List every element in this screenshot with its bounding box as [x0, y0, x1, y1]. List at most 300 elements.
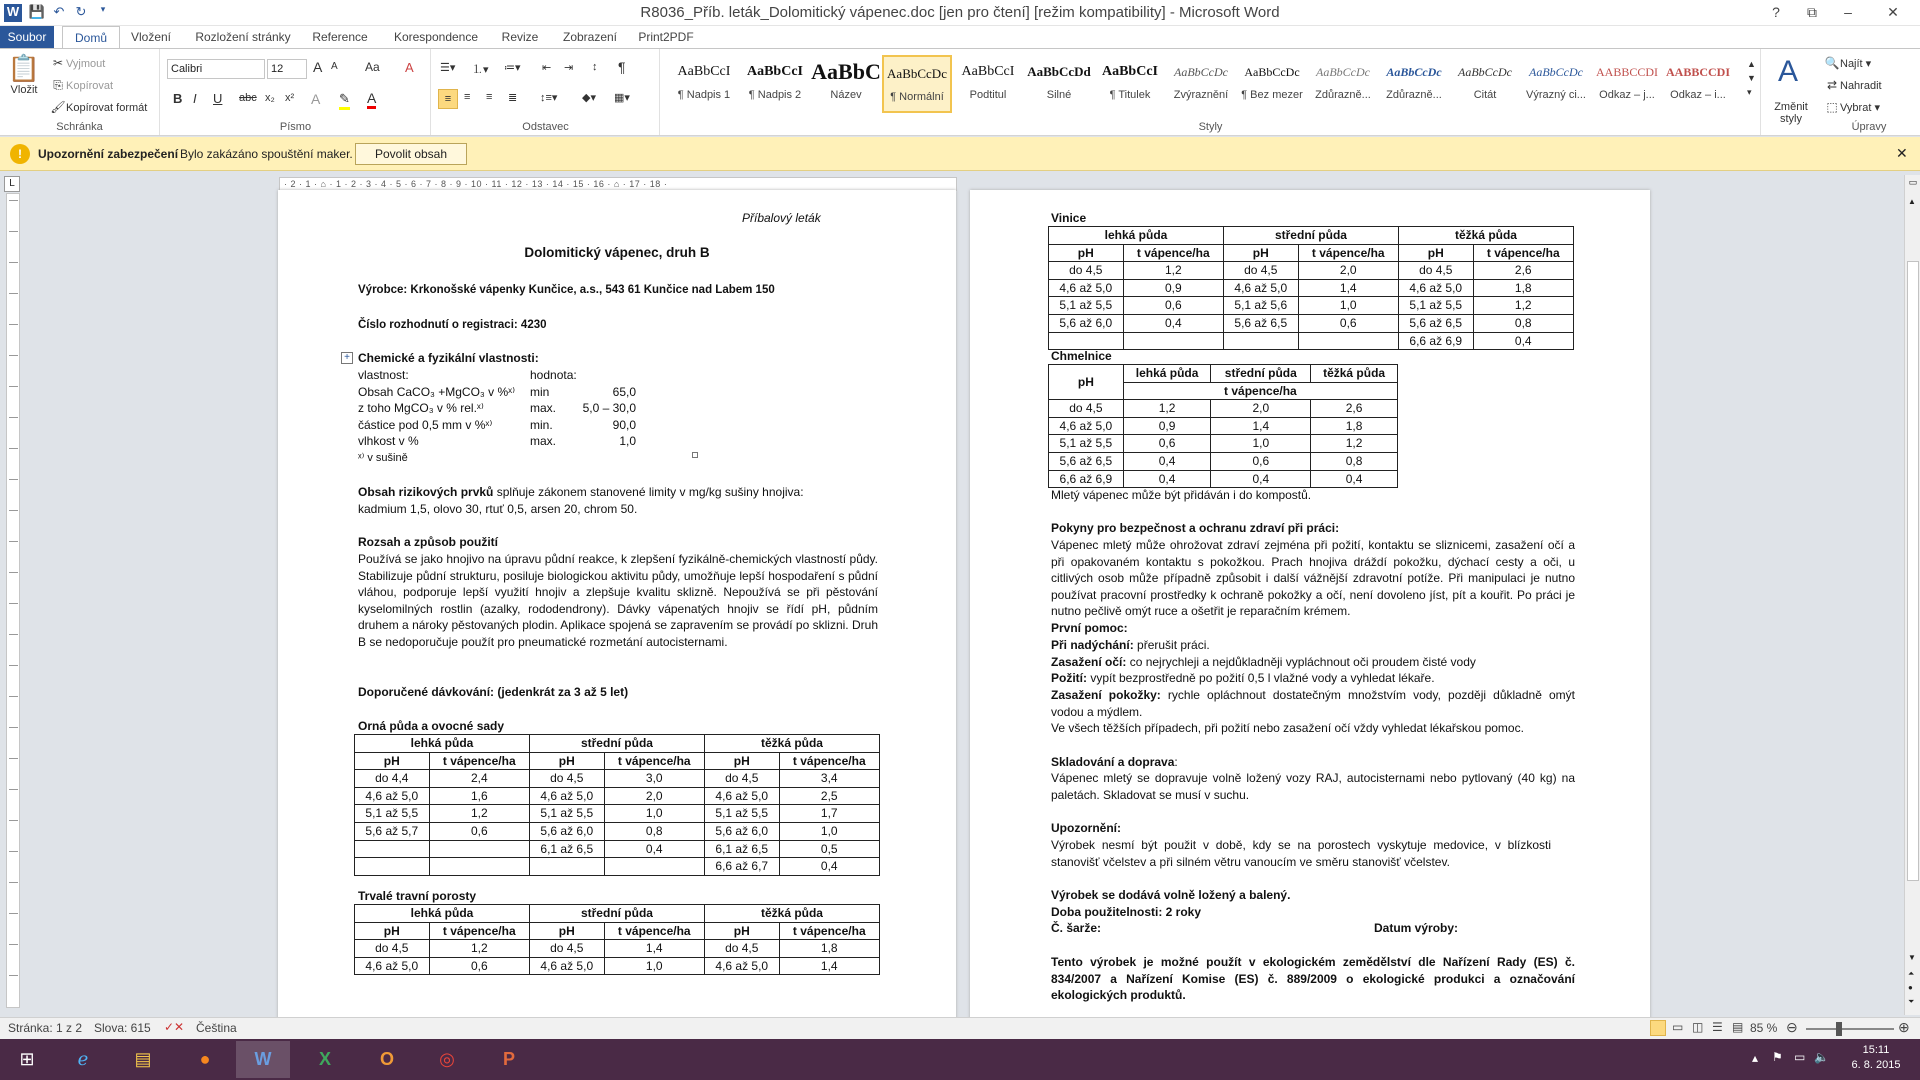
- ribbon-tabs: [0, 26, 1920, 48]
- text-effects-icon[interactable]: A: [311, 91, 321, 107]
- table-cell: 1,4: [604, 940, 704, 958]
- table-cell: 1,0: [604, 957, 704, 975]
- hop-header: pH: [1049, 365, 1124, 400]
- table-cell: 5,1 až 5,5: [704, 805, 779, 823]
- table-row: [1049, 314, 1574, 332]
- table-cell: 1,0: [779, 822, 879, 840]
- soil-header: lehká půda: [1049, 227, 1224, 245]
- show-formatting-button[interactable]: ¶: [618, 59, 626, 75]
- outlook-taskbar-icon[interactable]: O: [379, 1049, 394, 1069]
- table-cell: 2,0: [604, 787, 704, 805]
- customize-qat-icon[interactable]: ▾: [100, 4, 106, 14]
- grass-heading: Trvalé travní porosty: [358, 889, 477, 903]
- zoom-slider[interactable]: [1806, 1028, 1894, 1030]
- firefox-icon[interactable]: ●: [199, 1049, 211, 1069]
- ruler-tick: [9, 572, 18, 573]
- replace-label: Nahradit: [1840, 80, 1882, 92]
- help-button[interactable]: ?: [1772, 4, 1780, 20]
- safety-text: Vápenec mletý může ohrožovat zdraví zejména při požití, kontaktu se sliznicemi, zasažení očí a při opakovaném kontaktu s pokožkou. Prach hnojiva dráždí pokožku, dýchací cesty a oči, u citlivých osob může případně způsobit i další vážnější zdravotní potíže. Při manipulaci je nutno používat pracovní prostředky k ochraně pokožky a očí, není dovoleno jíst, pít a kouřit. Po práci je nutno pečlivě omýt ruce a ošetřit je reparačním krémem.: [1051, 538, 1575, 619]
- style-6[interactable]: [1024, 55, 1094, 113]
- table-cell: 0,4: [1123, 452, 1211, 470]
- tab-file[interactable]: Soubor: [0, 26, 54, 48]
- table-cell: do 4,5: [1049, 400, 1124, 418]
- column-header: pH: [355, 922, 430, 940]
- table-cell: 0,8: [604, 822, 704, 840]
- close-bar-icon[interactable]: ✕: [1896, 145, 1908, 161]
- ruler-tick: [9, 727, 18, 728]
- style-3[interactable]: [811, 55, 881, 113]
- copy-icon: ⎘: [53, 78, 63, 92]
- soil-header: střední půda: [529, 905, 704, 923]
- first-aid-general: Ve všech těžších případech, při požití nebo zasažení očí vždy vyhledat lékařskou pomoc.: [1051, 721, 1524, 735]
- bullets-icon[interactable]: ☰▾: [440, 62, 456, 74]
- column-header: t vápence/ha: [429, 922, 529, 940]
- style-name: Výrazný ci...: [1526, 89, 1586, 101]
- style-13[interactable]: [1521, 55, 1591, 113]
- table-cell: 2,6: [1473, 262, 1573, 280]
- ruler-tick: [9, 665, 18, 666]
- column-header: t vápence/ha: [1473, 244, 1573, 262]
- tab-view[interactable]: Zobrazení: [562, 30, 618, 44]
- chem-cell-b: min: [530, 384, 550, 399]
- table-cell: 1,2: [429, 805, 529, 823]
- redo-icon[interactable]: ↻: [75, 4, 87, 19]
- ruler-tick: [9, 944, 18, 945]
- table-cell: 5,1 až 5,5: [1049, 435, 1124, 453]
- table-move-handle-icon[interactable]: +: [341, 352, 353, 364]
- table-cell: 0,4: [1123, 314, 1223, 332]
- table-cell: 4,6 až 5,0: [355, 957, 430, 975]
- table-cell: 0,9: [1123, 417, 1211, 435]
- table-row: [1049, 400, 1398, 418]
- strikethrough-button[interactable]: abc: [239, 92, 257, 104]
- table-cell: 1,7: [779, 805, 879, 823]
- table-cell: 5,6 až 5,7: [355, 822, 430, 840]
- find-button[interactable]: 🔍Najít ▾: [1824, 56, 1872, 70]
- table-cell: 2,4: [429, 770, 529, 788]
- cut-button[interactable]: [50, 55, 105, 71]
- table-cell: do 4,5: [355, 940, 430, 958]
- style-name: ¶ Titulek: [1109, 89, 1151, 101]
- increase-indent-icon[interactable]: ⇥: [564, 62, 574, 74]
- hop-header: lehká půda: [1123, 365, 1211, 383]
- find-label: Najít: [1840, 58, 1863, 70]
- select-button[interactable]: ⬚ Vybrat ▾: [1824, 99, 1880, 115]
- soil-header: těžká půda: [704, 905, 879, 923]
- warning-heading: Upozornění:: [1051, 821, 1121, 835]
- scroll-down-icon[interactable]: ▼: [1908, 953, 1916, 962]
- column-header: t vápence/ha: [604, 752, 704, 770]
- table-cell: 2,5: [779, 787, 879, 805]
- align-center-icon[interactable]: ≡: [464, 91, 471, 103]
- table-cell: 1,0: [1211, 435, 1311, 453]
- table-cell: 3,0: [604, 770, 704, 788]
- chem-cell-b: min.: [530, 417, 553, 432]
- bold-button[interactable]: B: [173, 91, 183, 106]
- supplied-line: Výrobek se dodává volně ložený a balený.: [1051, 888, 1291, 902]
- group-label-styles: Styly: [1198, 121, 1223, 133]
- subscript-button[interactable]: x₂: [265, 92, 275, 104]
- change-case-button[interactable]: Aa: [365, 60, 380, 74]
- column-header: pH: [1049, 244, 1124, 262]
- chem-cell-a: vlastnost:: [358, 368, 409, 382]
- table-cell: 5,6 až 6,5: [1398, 314, 1473, 332]
- table-resize-handle[interactable]: [692, 452, 698, 458]
- ribbon-display-icon[interactable]: ⧉: [1807, 4, 1817, 20]
- ruler-tick: [9, 231, 18, 232]
- first-aid-heading: První pomoc:: [1051, 621, 1128, 635]
- tray-arrow-icon[interactable]: ▴: [1752, 1051, 1759, 1065]
- chem-heading: Chemické a fyzikální vlastnosti:: [358, 351, 539, 365]
- style-9[interactable]: [1237, 55, 1307, 113]
- print-layout-view-icon[interactable]: [1650, 1020, 1666, 1036]
- web-layout-view-icon[interactable]: ◫: [1692, 1020, 1704, 1034]
- font-family-select[interactable]: Calibri: [167, 59, 265, 79]
- first-aid-eyes: [1051, 654, 1476, 671]
- internet-explorer-icon[interactable]: ℯ: [77, 1049, 89, 1069]
- page-count[interactable]: Stránka: 1 z 2: [8, 1021, 83, 1035]
- replace-icon: ⇄: [1826, 78, 1838, 92]
- soil-header: střední půda: [1223, 227, 1398, 245]
- style-sample: AaBbCcDc: [1174, 65, 1228, 79]
- tab-home[interactable]: Domů: [62, 26, 120, 49]
- tab-references[interactable]: Reference: [312, 30, 368, 44]
- table-cell: 5,1 až 5,5: [529, 805, 604, 823]
- ribbon: [0, 48, 1920, 136]
- windows-start-icon[interactable]: ⊞: [19, 1049, 35, 1069]
- ruler-tick: [9, 200, 18, 201]
- table-row: [355, 770, 880, 788]
- window-title: R8036_Příb. leták_Dolomitický vápenec.doc [jen pro čtení] [režim kompatibility] - Microsoft Word: [640, 4, 1280, 21]
- word-app-icon[interactable]: W: [4, 4, 22, 22]
- document-page-2[interactable]: [970, 190, 1650, 1020]
- group-editing: [1818, 49, 1920, 135]
- style-sample: AABBCCDI: [1595, 65, 1658, 79]
- style-sample: AaBbCcDc: [1316, 65, 1370, 79]
- style-14[interactable]: [1592, 55, 1662, 113]
- copy-label: Kopírovat: [66, 80, 114, 92]
- chrome-taskbar-icon[interactable]: ◎: [439, 1049, 455, 1069]
- proofing-icon[interactable]: ✓✕: [164, 1020, 185, 1034]
- group-label-paragraph: Odstavec: [522, 121, 569, 133]
- style-sample: AaBbCcI: [961, 64, 1015, 79]
- chem-cell-b: max.: [530, 401, 557, 416]
- ruler-toggle-icon[interactable]: ▭: [1908, 177, 1918, 187]
- table-cell: 5,6 až 6,0: [529, 822, 604, 840]
- excel-taskbar-icon[interactable]: X: [318, 1049, 331, 1069]
- table-cell: 0,8: [1311, 452, 1398, 470]
- borders-icon[interactable]: ▦▾: [614, 92, 630, 104]
- storage-heading-line: [1051, 754, 1178, 771]
- copy-button[interactable]: [50, 77, 113, 93]
- table-cell: 0,6: [1298, 314, 1398, 332]
- table-cell: 5,6 až 6,5: [1223, 314, 1298, 332]
- style-name: ¶ Normální: [890, 91, 944, 103]
- underline-button[interactable]: U: [213, 91, 223, 106]
- table-row: [355, 805, 880, 823]
- ruler-tick: [9, 448, 18, 449]
- numbering-icon[interactable]: ⒈▾: [472, 64, 489, 76]
- chem-cell-a: ˣ⁾ v sušině: [358, 452, 408, 464]
- network-icon[interactable]: ▭: [1794, 1050, 1806, 1064]
- group-paragraph: [432, 49, 660, 135]
- production-date-label: Datum výroby:: [1374, 921, 1459, 935]
- batch-label: Č. šarže:: [1051, 921, 1102, 935]
- table-cell: 4,6 až 5,0: [1223, 279, 1298, 297]
- style-sample: AaBbCcDc: [1529, 65, 1583, 79]
- style-sample: AaBbCcDd: [1027, 64, 1091, 79]
- security-title: Upozornění zabezpečení: [38, 147, 179, 161]
- hop-unit: t vápence/ha: [1123, 382, 1397, 400]
- eco-statement: Tento výrobek je možné použít v ekologickém zemědělství dle Nařízení Rady (ES) č. 834/2007 a Nařízení Komise (ES) č. 889/2009 o ekologické produkci a označování ekologických produktů.: [1051, 955, 1575, 1003]
- volume-icon[interactable]: 🔈: [1814, 1050, 1829, 1064]
- risk-heading: Obsah rizikových prvků: [358, 485, 494, 499]
- draft-view-icon[interactable]: ▤: [1732, 1020, 1744, 1034]
- font-color-icon[interactable]: A: [367, 90, 376, 109]
- select-label: Vybrat: [1840, 102, 1872, 114]
- close-window-icon[interactable]: ✕: [1887, 4, 1899, 20]
- table-grass: [354, 904, 880, 975]
- skin-text: rychle opláchnout dostatečným množstvím vody, později důkladně omýt vodou a mýdlem.: [1051, 688, 1575, 719]
- chem-cell-c: 65,0: [612, 384, 636, 399]
- table-cell: 1,4: [1211, 417, 1311, 435]
- table-cell: 0,4: [1311, 470, 1398, 488]
- clock[interactable]: [1848, 1043, 1904, 1073]
- align-left-icon[interactable]: ≡: [438, 89, 458, 109]
- vertical-ruler[interactable]: [6, 193, 20, 1008]
- table-cell: do 4,4: [355, 770, 430, 788]
- zoom-out-icon[interactable]: ⊖: [1786, 1019, 1798, 1035]
- column-header: pH: [1398, 244, 1473, 262]
- word-count[interactable]: Slova: 615: [94, 1021, 151, 1035]
- arable-heading: Orná půda a ovocné sady: [358, 719, 505, 733]
- soil-header: těžká půda: [704, 735, 879, 753]
- table-cell: do 4,5: [1049, 262, 1124, 280]
- chem-cell-a: částice pod 0,5 mm v %ˣ⁾: [358, 417, 493, 432]
- table-cell: [355, 840, 430, 858]
- undo-icon[interactable]: ↶: [53, 4, 65, 19]
- ruler-marks: · 2 · 1 · ⌂ · 1 · 2 · 3 · 4 · 5 · 6 · 7 · 8 · 9 · 10 · 11 · 12 · 13 · 14 · 15 · 16 · ⌂ · 17 · 18 ·: [284, 179, 668, 189]
- first-aid-inhalation: [1051, 637, 1210, 654]
- table-cell: 0,6: [1123, 435, 1211, 453]
- style-12[interactable]: [1450, 55, 1520, 113]
- grow-font-button[interactable]: A: [313, 59, 323, 75]
- save-icon[interactable]: 💾: [28, 4, 46, 19]
- style-name: ¶ Bez mezer: [1241, 89, 1303, 101]
- scroll-thumb[interactable]: [1907, 261, 1919, 881]
- table-row: [1049, 279, 1574, 297]
- style-name: Odkaz – j...: [1599, 89, 1655, 101]
- column-header: pH: [1223, 244, 1298, 262]
- clock-time: 15:11: [1862, 1044, 1890, 1056]
- paste-button[interactable]: [6, 53, 42, 96]
- soil-header: střední půda: [529, 735, 704, 753]
- chem-cell-c: 5,0 – 30,0: [582, 401, 636, 416]
- chem-cell-c: 1,0: [619, 434, 636, 449]
- column-header: pH: [355, 752, 430, 770]
- shading-icon[interactable]: ◆▾: [582, 92, 596, 104]
- minimize-icon[interactable]: –: [1844, 4, 1852, 20]
- table-cell: 1,8: [1311, 417, 1398, 435]
- table-cell: [355, 858, 430, 876]
- zoom-slider-thumb[interactable]: [1836, 1022, 1842, 1036]
- scroll-up-icon[interactable]: ▲: [1908, 197, 1916, 206]
- tab-page-layout[interactable]: Rozložení stránky: [195, 30, 291, 44]
- style-10[interactable]: [1308, 55, 1378, 113]
- style-8[interactable]: [1166, 55, 1236, 113]
- group-label-font: Písmo: [279, 121, 312, 133]
- table-cell: 1,2: [1473, 297, 1573, 315]
- style-15[interactable]: [1663, 55, 1733, 113]
- hop-header: střední půda: [1211, 365, 1311, 383]
- chem-cell-a: z toho MgCO₃ v % rel.ˣ⁾: [358, 401, 484, 416]
- flag-icon[interactable]: ⚑: [1772, 1050, 1783, 1064]
- ruler-tick: [9, 262, 18, 263]
- table-cell: [1123, 332, 1223, 350]
- table-cell: 4,6 až 5,0: [529, 787, 604, 805]
- highlight-icon[interactable]: ✎: [339, 91, 350, 110]
- change-styles-button[interactable]: [1766, 55, 1816, 125]
- table-cell: 0,4: [1123, 470, 1211, 488]
- table-cell: 0,4: [779, 858, 879, 876]
- hop-header: těžká půda: [1311, 365, 1398, 383]
- table-cell: 0,8: [1473, 314, 1573, 332]
- style-name: Název: [830, 89, 862, 101]
- table-cell: 1,4: [779, 957, 879, 975]
- replace-button[interactable]: [1824, 77, 1882, 93]
- document-title: Dolomitický vápenec, druh B: [524, 245, 710, 260]
- ingestion-text: vypít bezprostředně po požití 0,5 l vlažné vody a vyhledat lékaře.: [1087, 671, 1435, 685]
- table-cell: 3,4: [779, 770, 879, 788]
- style-name: Silné: [1046, 89, 1072, 101]
- table-cell: 5,6 až 6,5: [1049, 452, 1124, 470]
- justify-icon[interactable]: ≣: [508, 92, 518, 104]
- table-cell: 4,6 až 5,0: [704, 957, 779, 975]
- style-4[interactable]: [882, 55, 952, 113]
- sort-icon[interactable]: ↕: [592, 61, 598, 73]
- tab-selector-icon[interactable]: L: [4, 176, 20, 192]
- style-name: Zdůrazně...: [1315, 89, 1371, 101]
- table-cell: 5,1 až 5,5: [355, 805, 430, 823]
- document-page-1[interactable]: [278, 190, 956, 1020]
- styles-scroll-icon[interactable]: ▲ ▼ ▾: [1747, 59, 1756, 97]
- table-cell: do 4,5: [704, 940, 779, 958]
- shrink-font-button[interactable]: A: [331, 61, 338, 72]
- horizontal-ruler[interactable]: [279, 177, 957, 191]
- italic-button[interactable]: I: [193, 91, 197, 106]
- style-5[interactable]: [953, 55, 1023, 113]
- tab-print2pdf[interactable]: Print2PDF: [638, 30, 694, 44]
- powerpoint-taskbar-icon[interactable]: P: [502, 1049, 515, 1069]
- chem-cell-a: Obsah CaCO₃ +MgCO₃ v %ˣ⁾: [358, 384, 516, 399]
- eyes-text: co nejrychleji a nejdůkladněji vypláchnout oči proudem čisté vody: [1126, 655, 1476, 669]
- table-cell: 4,6 až 5,0: [1049, 417, 1124, 435]
- table-row: [1049, 470, 1398, 488]
- ruler-tick: [9, 386, 18, 387]
- group-label-editing: Úpravy: [1851, 121, 1887, 133]
- tab-mailings[interactable]: Korespondence: [393, 30, 479, 44]
- previous-page-icon[interactable]: ⏶: [1908, 969, 1915, 978]
- column-header: t vápence/ha: [429, 752, 529, 770]
- table-cell: 0,4: [1473, 332, 1573, 350]
- enable-content-button[interactable]: Povolit obsah: [355, 143, 467, 165]
- style-7[interactable]: [1095, 55, 1165, 113]
- tab-insert[interactable]: Vložení: [130, 30, 172, 44]
- clear-formatting-button[interactable]: A: [405, 60, 414, 75]
- zoom-in-icon[interactable]: ⊕: [1898, 1019, 1910, 1035]
- table-cell: 2,6: [1311, 400, 1398, 418]
- chem-cell-b: hodnota:: [530, 368, 577, 382]
- table-cell: 5,6 až 6,0: [1049, 314, 1124, 332]
- multilevel-list-icon[interactable]: ≔▾: [504, 62, 521, 74]
- group-label-clipboard: Schránka: [56, 121, 103, 133]
- ruler-tick: [9, 758, 18, 759]
- language[interactable]: Čeština: [196, 1021, 237, 1035]
- zoom-level[interactable]: 85 %: [1750, 1021, 1778, 1035]
- full-screen-view-icon[interactable]: ▭: [1672, 1020, 1684, 1034]
- soil-header: lehká půda: [355, 735, 530, 753]
- table-row: [1049, 435, 1398, 453]
- table-cell: 0,9: [1123, 279, 1223, 297]
- table-cell: do 4,5: [704, 770, 779, 788]
- column-header: t vápence/ha: [779, 752, 879, 770]
- table-cell: do 4,5: [529, 940, 604, 958]
- file-explorer-icon[interactable]: ▤: [134, 1049, 152, 1069]
- windows-taskbar: [0, 1039, 1920, 1080]
- table-row: [1049, 262, 1574, 280]
- vine-heading: Vinice: [1051, 211, 1087, 225]
- word-taskbar-icon[interactable]: W: [236, 1041, 290, 1078]
- table-cell: 6,6 až 6,9: [1398, 332, 1473, 350]
- align-right-icon[interactable]: ≡: [486, 91, 493, 103]
- table-row: [1049, 417, 1398, 435]
- ruler-tick: [9, 634, 18, 635]
- inhalation-label: Při nadýchání:: [1051, 638, 1134, 652]
- decrease-indent-icon[interactable]: ⇤: [542, 62, 552, 74]
- format-painter-button[interactable]: [50, 99, 147, 115]
- browse-object-icon[interactable]: ●: [1908, 983, 1913, 992]
- brush-icon: 🖌: [50, 100, 66, 114]
- table-cell: 1,8: [1473, 279, 1573, 297]
- outline-view-icon[interactable]: ☰: [1712, 1020, 1723, 1034]
- ruler-tick: [9, 417, 18, 418]
- line-spacing-icon[interactable]: ↕≡▾: [540, 92, 558, 104]
- ruler-tick: [9, 851, 18, 852]
- style-2[interactable]: [740, 55, 810, 113]
- table-cell: 1,6: [429, 787, 529, 805]
- skin-label: Zasažení pokožky:: [1051, 688, 1161, 702]
- group-font: [161, 49, 431, 135]
- chem-cell-c: 90,0: [612, 417, 636, 432]
- change-styles-label: Změnit styly: [1774, 101, 1808, 125]
- tab-review[interactable]: Revize: [501, 30, 539, 44]
- superscript-button[interactable]: x²: [285, 92, 295, 104]
- style-11[interactable]: [1379, 55, 1449, 113]
- eyes-label: Zasažení očí:: [1051, 655, 1127, 669]
- style-1[interactable]: [669, 55, 739, 113]
- table-cell: 6,1 až 6,5: [704, 840, 779, 858]
- ruler-tick: [9, 603, 18, 604]
- table-row: [1049, 332, 1574, 350]
- table-cell: 1,8: [779, 940, 879, 958]
- table-row: [1049, 297, 1574, 315]
- table-cell: 1,0: [1298, 297, 1398, 315]
- ruler-tick: [9, 789, 18, 790]
- next-page-icon[interactable]: ⏷: [1908, 997, 1915, 1006]
- ruler-tick: [9, 975, 18, 976]
- font-size-select[interactable]: 12: [267, 59, 307, 79]
- vertical-scrollbar[interactable]: [1904, 175, 1920, 1015]
